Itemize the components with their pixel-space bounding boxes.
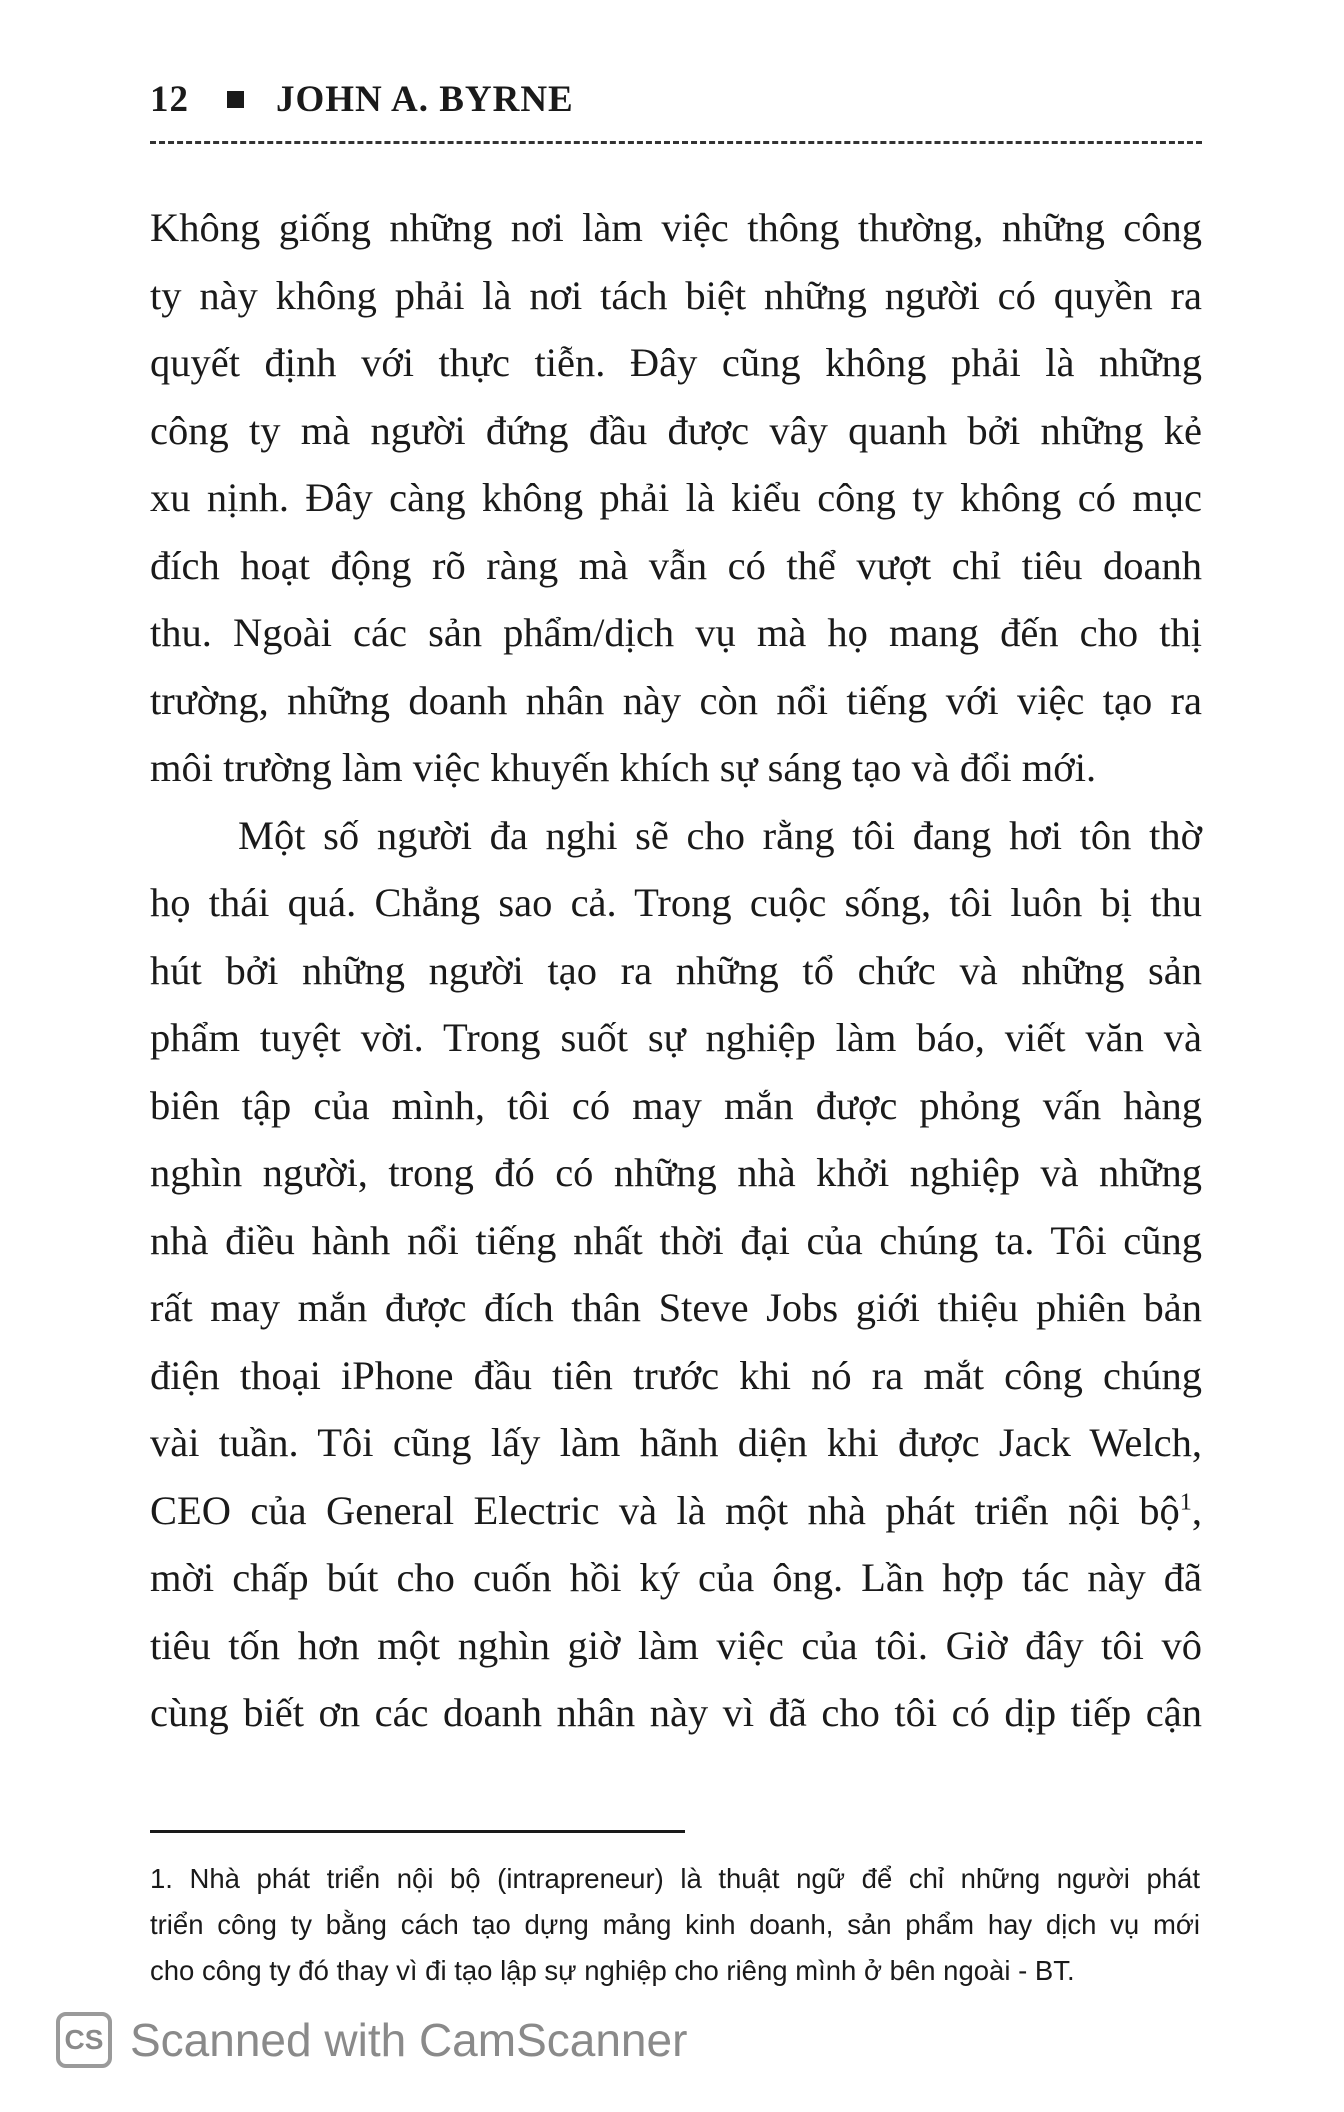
body-text bbox=[150, 194, 1202, 1747]
text-line: cùng biết ơn các doanh nhân này vì đã cho tôi có dịp tiếp cận bbox=[150, 1690, 1202, 1735]
text-line: Không giống những nơi làm việc thông thường, những công bbox=[150, 205, 1202, 250]
paragraph-2 bbox=[150, 802, 1202, 1747]
text-line: quyết định với thực tiễn. Đây cũng không phải là những bbox=[150, 340, 1202, 385]
text-line: trường, những doanh nhân này còn nổi tiếng với việc tạo ra bbox=[150, 677, 1202, 723]
text-line: vài tuần. Tôi cũng lấy làm hãnh diện khi được Jack Welch, bbox=[150, 1420, 1202, 1465]
text-line: Một số người đa nghi sẽ cho rằng tôi đang hơi tôn thờ bbox=[238, 812, 1202, 858]
footnote-line: 1. Nhà phát triển nội bộ (intrapreneur) là thuật ngữ để chỉ những người phát bbox=[150, 1863, 1200, 1894]
author-name: JOHN A. BYRNE bbox=[276, 79, 574, 120]
text-line: đích hoạt động rõ ràng mà vẫn có thể vượt chỉ tiêu doanh bbox=[150, 542, 1202, 588]
text-line-with-footnote bbox=[150, 1477, 1202, 1545]
text-line: tiêu tốn hơn một nghìn giờ làm việc của tôi. Giờ đây tôi vô bbox=[150, 1622, 1202, 1668]
footnote-line: cho công ty đó thay vì đi tạo lập sự nghiệp cho riêng mình ở bên ngoài - BT. bbox=[150, 1955, 1075, 1986]
text-line: biên tập của mình, tôi có may mắn được phỏng vấn hàng bbox=[150, 1082, 1202, 1128]
text-line: công ty mà người đứng đầu được vây quanh bởi những kẻ bbox=[150, 407, 1202, 453]
text-line: nghìn người, trong đó có những nhà khởi nghiệp và những bbox=[150, 1150, 1202, 1195]
text-line: ty này không phải là nơi tách biệt những người có quyền ra bbox=[150, 272, 1202, 318]
scanner-watermark bbox=[56, 2012, 687, 2068]
running-header bbox=[150, 78, 574, 121]
text-line: môi trường làm việc khuyến khích sự sáng tạo và đổi mới. bbox=[150, 745, 1097, 790]
text-line: rất may mắn được đích thân Steve Jobs giới thiệu phiên bản bbox=[150, 1285, 1202, 1330]
watermark-text: Scanned with CamScanner bbox=[130, 2014, 688, 2066]
footnote-marker: 1 bbox=[1179, 1488, 1192, 1515]
footnote-line: triển công ty bằng cách tạo dựng mảng kinh doanh, sản phẩm hay dịch vụ mới bbox=[150, 1909, 1200, 1940]
page-number: 12 bbox=[150, 79, 189, 120]
text-line-content: CEO của General Electric và là một nhà phát triển nội bộ bbox=[150, 1487, 1180, 1533]
text-line: nhà điều hành nổi tiếng nhất thời đại của chúng ta. Tôi cũng bbox=[150, 1217, 1202, 1263]
header-separator-square bbox=[227, 91, 244, 108]
text-line: phẩm tuyệt vời. Trong suốt sự nghiệp làm báo, viết văn và bbox=[150, 1015, 1202, 1060]
footnote-rule bbox=[150, 1830, 685, 1833]
text-line: điện thoại iPhone đầu tiên trước khi nó ra mắt công chúng bbox=[150, 1352, 1202, 1398]
text-line: hút bởi những người tạo ra những tổ chức và những sản bbox=[150, 947, 1202, 993]
text-line: họ thái quá. Chẳng sao cả. Trong cuộc sống, tôi luôn bị thu bbox=[150, 880, 1202, 925]
text-line: xu nịnh. Đây càng không phải là kiểu công ty không có mục bbox=[150, 475, 1202, 520]
text-line: thu. Ngoài các sản phẩm/dịch vụ mà họ mang đến cho thị bbox=[150, 610, 1202, 655]
camscanner-logo-icon: CS bbox=[56, 2012, 112, 2068]
footnote-marker-suffix: , bbox=[1191, 1487, 1202, 1533]
text-line: mời chấp bút cho cuốn hồi ký của ông. Lần hợp tác này đã bbox=[150, 1555, 1202, 1600]
paragraph-1 bbox=[150, 194, 1202, 802]
header-dashed-rule bbox=[150, 141, 1202, 144]
footnote bbox=[150, 1856, 1200, 1994]
